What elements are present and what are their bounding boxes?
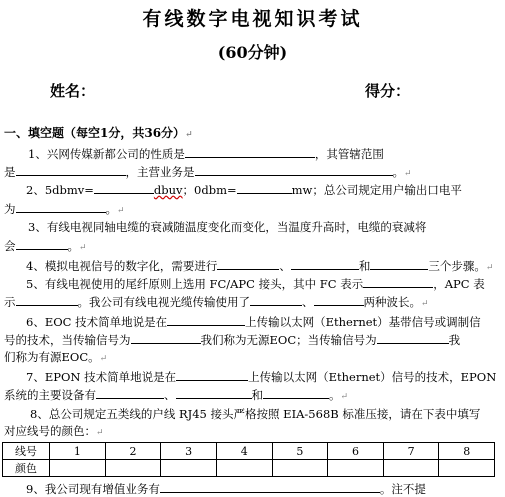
question-1-line2: 是 ，主营业务是 。↵	[4, 165, 412, 179]
question-8-line1: 8、总公司规定五类线的户线 RJ45 接头严格按照 EIA-568B 标准压接，请在下表中填写	[30, 407, 481, 421]
question-5-line1: 5、有线电视使用的尾纤原则上选用 FC/APC 接头，其中 FC 表示 ，APC 表	[26, 277, 485, 291]
question-3-line1: 3、有线电视同轴电缆的衰减随温度变化而变化，当温度升高时，电缆的衰减将	[28, 220, 427, 234]
question-2-line1: 2、5dbmv= dbuv；0dbm= mw；总公司规定用户输出口电平	[26, 183, 462, 197]
blank[interactable]	[377, 331, 449, 344]
table-cell: 8	[439, 443, 495, 460]
color-input-cell[interactable]	[105, 460, 161, 477]
blank[interactable]	[363, 275, 433, 288]
blank[interactable]	[16, 237, 68, 250]
question-5-line2: 示 。我公司有线电视光缆传输使用了 、 两种波长。↵	[4, 295, 429, 309]
blank[interactable]	[185, 145, 315, 158]
exam-duration: (60分钟)	[217, 43, 288, 62]
blank[interactable]	[16, 163, 126, 176]
question-6-line2: 号的技术，当传输信号为 我们称为无源EOC；当传输信号为 我	[4, 333, 461, 347]
blank[interactable]	[167, 313, 245, 326]
question-9-fragment: 9、我公司现有增值业务有 。注不提	[26, 482, 426, 496]
table-cell: 2	[105, 443, 161, 460]
color-input-cell[interactable]	[216, 460, 272, 477]
blank[interactable]	[16, 200, 106, 213]
color-input-cell[interactable]	[383, 460, 439, 477]
question-6-line3: 们称为有源EOC。↵	[4, 350, 108, 364]
blank[interactable]	[195, 163, 393, 176]
table-header-cell: 线号	[3, 443, 50, 460]
color-input-cell[interactable]	[439, 460, 495, 477]
color-input-cell[interactable]	[50, 460, 106, 477]
exam-title: 有线数字电视知识考试	[142, 8, 363, 30]
question-2-line2: 为 。↵	[4, 202, 125, 216]
color-input-cell[interactable]	[272, 460, 328, 477]
blank[interactable]	[96, 386, 164, 399]
blank[interactable]	[131, 331, 201, 344]
question-7-line2: 系统的主要设备有 、 和 。↵	[4, 388, 349, 402]
blank[interactable]	[176, 386, 252, 399]
question-4: 4、模拟电视信号的数字化，需要进行 、 和 三个步骤。↵	[26, 259, 494, 273]
score-label: 得分：	[365, 82, 411, 100]
wire-color-table	[2, 442, 495, 477]
question-8-line2: 对应线号的颜色：↵	[4, 424, 104, 438]
blank[interactable]	[250, 293, 302, 306]
blank[interactable]	[176, 368, 248, 381]
table-cell: 1	[50, 443, 106, 460]
blank[interactable]	[370, 257, 428, 270]
name-label: 姓名：	[50, 82, 96, 100]
table-row	[3, 443, 495, 460]
table-cell: 6	[328, 443, 384, 460]
table-header-cell: 颜色	[3, 460, 50, 477]
blank[interactable]	[314, 293, 364, 306]
blank[interactable]	[217, 257, 279, 270]
blank[interactable]	[237, 181, 292, 194]
blank[interactable]	[291, 257, 359, 270]
color-input-cell[interactable]	[161, 460, 217, 477]
question-1-line1: 1、兴网传媒新都公司的性质是 ，其管辖范围	[28, 147, 384, 161]
section1-heading: 一、填空题（每空1分，共36分）↵	[4, 126, 193, 140]
table-cell: 3	[161, 443, 217, 460]
color-input-cell[interactable]	[328, 460, 384, 477]
table-cell: 7	[383, 443, 439, 460]
blank[interactable]	[263, 386, 329, 399]
table-cell: 4	[216, 443, 272, 460]
blank[interactable]	[16, 293, 78, 306]
question-6-line1: 6、EOC 技术简单地说是在 上传输以太网（Ethernet）基带信号或调制信	[26, 315, 481, 329]
question-3-line2: 会 。↵	[4, 239, 87, 253]
table-cell: 5	[272, 443, 328, 460]
question-7-line1: 7、EPON 技术简单地说是在 上传输以太网（Ethernet）信号的技术，EPON	[26, 370, 497, 384]
blank[interactable]	[94, 181, 154, 194]
table-row	[3, 460, 495, 477]
